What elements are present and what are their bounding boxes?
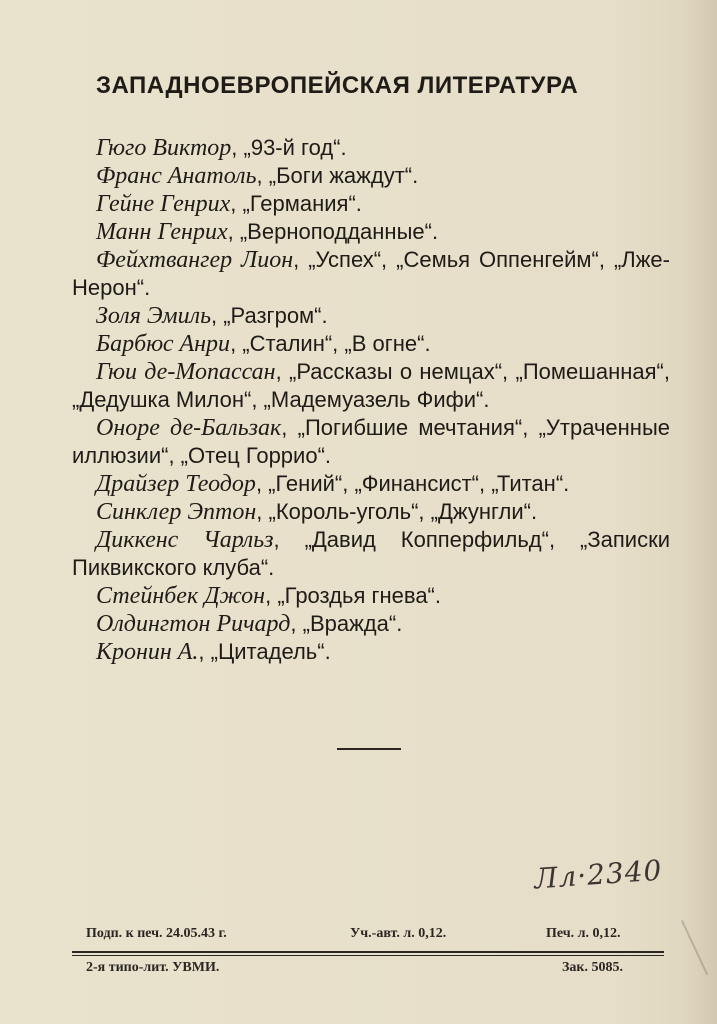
entry-works: , „Гроздья гнева“. (265, 583, 441, 608)
book-list (72, 134, 670, 666)
entry-works: , „Король-уголь“, „Джунгли“. (256, 499, 538, 524)
entry-works: , „Давид Копперфильд“, „Записки Пиквикского клуба“. (72, 527, 670, 580)
imprint-rule-thin (72, 955, 664, 956)
book-entry (72, 638, 670, 666)
entry-author: Барбюс Анри (96, 331, 231, 357)
book-entry (72, 498, 670, 526)
imprint-signed: Подп. к печ. 24.05.43 г. (86, 926, 227, 941)
entry-author: Драйзер Теодор (96, 471, 256, 497)
book-entry (72, 582, 670, 610)
entry-author: Франс Анатоль (96, 163, 257, 189)
page-edge-shadow (683, 0, 717, 1024)
entry-works: , „Разгром“. (210, 303, 328, 328)
entry-author: Манн Генрих (96, 219, 228, 245)
book-entry (72, 358, 670, 414)
entry-works: , „Гений“, „Финансист“, „Титан“. (255, 471, 570, 496)
entry-author: Фейхтвангер Лион (96, 247, 294, 273)
handwritten-catalog-note: Лл·2340 (533, 853, 664, 896)
book-entry (72, 190, 670, 218)
entry-author: Кронин А. (96, 639, 199, 665)
imprint-line-2 (72, 960, 664, 980)
entry-author: Синклер Эптон (96, 499, 257, 525)
imprint-print-sheets: Печ. л. 0,12. (546, 926, 621, 941)
book-entry (72, 610, 670, 638)
entry-author: Оноре де-Бальзак (96, 415, 282, 441)
imprint-author-sheets: Уч.-авт. л. 0,12. (350, 926, 447, 941)
entry-works: , „Рассказы о немцах“, „Помешанная“, „Дедушка Милон“, „Мадемуазель Фифи“. (72, 359, 670, 412)
entry-works: , „Сталин“, „В огне“. (230, 331, 431, 356)
entry-author: Диккенс Чарльз (96, 527, 274, 553)
book-entry (72, 330, 670, 358)
entry-works: , „Вражда“. (290, 611, 403, 636)
entry-author: Олдингтон Ричард (96, 611, 291, 637)
book-entry (72, 302, 670, 330)
entry-author: Золя Эмиль (96, 303, 211, 329)
entry-works: , „Германия“. (230, 191, 362, 216)
imprint-printer: 2-я типо-лит. УВМИ. (86, 960, 220, 975)
book-entry (72, 246, 670, 302)
book-entry (72, 218, 670, 246)
entry-author: Гюи де-Мопассан (96, 359, 276, 385)
book-entry (72, 134, 670, 162)
entry-works: , „Успех“, „Семья Оппенгейм“, „Лже-Нерон“. (72, 247, 670, 300)
book-entry (72, 526, 670, 582)
imprint-line-1 (72, 926, 664, 946)
imprint-order: Зак. 5085. (562, 960, 623, 975)
entry-author: Гюго Виктор (96, 135, 232, 161)
book-entry (72, 162, 670, 190)
entry-works: , „Погибшие мечтания“, „Утраченные иллюзии“, „Отец Горрио“. (72, 415, 670, 468)
entry-author: Стейнбек Джон (96, 583, 266, 609)
section-heading: ЗАПАДНОЕВРОПЕЙСКАЯ ЛИТЕРАТУРА (96, 72, 579, 99)
entry-works: , „Боги жаждут“. (256, 163, 419, 188)
entry-works: , „Цитадель“. (198, 639, 331, 664)
entry-works: , „Верноподданные“. (227, 219, 439, 244)
section-divider (337, 748, 401, 750)
imprint-rule (72, 951, 664, 953)
book-entry (72, 414, 670, 470)
book-entry (72, 470, 670, 498)
entry-works: , „93-й год“. (231, 135, 347, 160)
entry-author: Гейне Генрих (96, 191, 231, 217)
